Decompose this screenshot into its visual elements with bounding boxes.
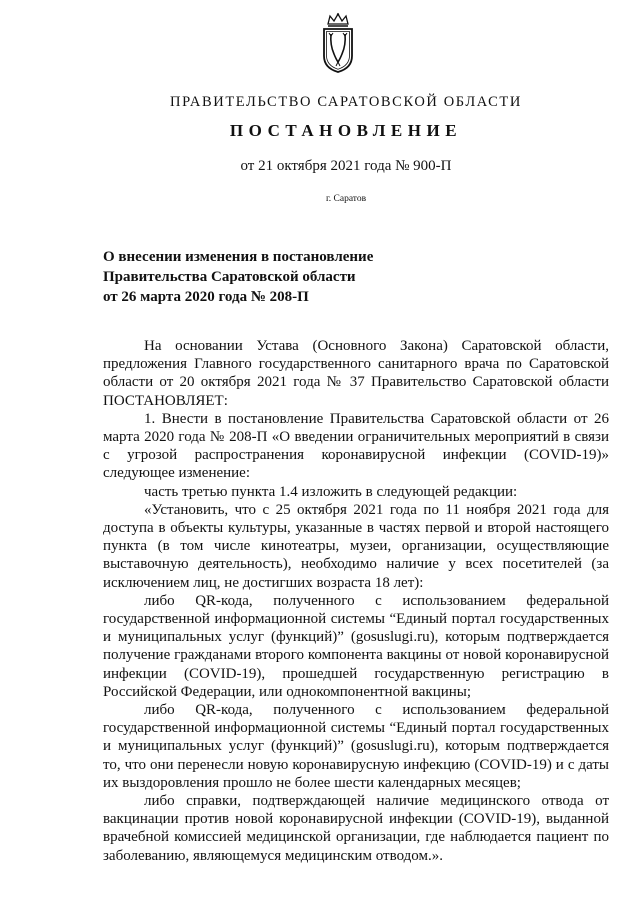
subject-line: Правительства Саратовской области [103, 269, 356, 285]
body-paragraph: либо справки, подтверждающей наличие медицинского отвода от вакцинации против новой коронавирусной инфекции (COVID-19), выданной врачебной комиссией медицинской организации, где наблюдается пациент по заболеванию, являющемуся медицинским отводом.». [103, 793, 609, 864]
body-paragraph: либо QR-кода, полученного с использованием федеральной государственной информационной системы “Единый портал государственных и муниципальных услуг (функций)” (gosuslugi.ru), которым подтверждается получение гражданами второго компонента вакцины от новой коронавирусной инфекции (COVID-19), прошедшей государственную регистрацию в Российской Федерации, или однокомпонентной вакцины; [103, 592, 609, 700]
document-subject [103, 247, 423, 307]
document-city: г. Саратов [325, 194, 367, 204]
body-paragraph: «Установить, что с 25 октября 2021 года по 11 ноября 2021 года для доступа в объекты культуры, указанные в частях первой и второй настоящего пункта (в том числе кинотеатры, музеи, организации, осуществляющие выставочную деятельность), необходимо наличие у всех посетителей (за исключением лиц, не достигших возраста 18 лет): [103, 501, 609, 591]
document-body [103, 337, 609, 865]
body-paragraph: либо QR-кода, полученного с использованием федеральной государственной информационной системы “Единый портал государственных и муниципальных услуг (функций)” (gosuslugi.ru), которым подтверждается то, что они перенесли новую коронавирусную инфекцию (COVID-19) и с даты их выздоровления прошло не более шести календарных месяцев; [103, 702, 609, 791]
body-paragraph: часть третью пункта 1.4 изложить в следующей редакции: [144, 483, 518, 500]
document-type: ПОСТАНОВЛЕНИЕ [229, 121, 463, 140]
government-name: ПРАВИТЕЛЬСТВО САРАТОВСКОЙ ОБЛАСТИ [170, 94, 522, 110]
body-paragraph: На основании Устава (Основного Закона) Саратовской области, предложения Главного государственного санитарного врача по Саратовской области от 20 октября 2021 года № 37 Правительство Саратовской области ПОСТАНОВЛЯЕТ: [103, 338, 609, 409]
saratov-coat-of-arms-icon [320, 12, 356, 74]
subject-line: от 26 марта 2020 года № 208-П [103, 289, 309, 305]
body-paragraph: 1. Внести в постановление Правительства Саратовской области от 26 марта 2020 года № 208-П «О введении ограничительных мероприятий в связи с угрозой распространения коронавирусной инфекции (COVID-19)» следующее изменение: [103, 410, 609, 482]
subject-line: О внесении изменения в постановление [103, 249, 374, 265]
document-date-number: от 21 октября 2021 года № 900-П [240, 158, 452, 174]
